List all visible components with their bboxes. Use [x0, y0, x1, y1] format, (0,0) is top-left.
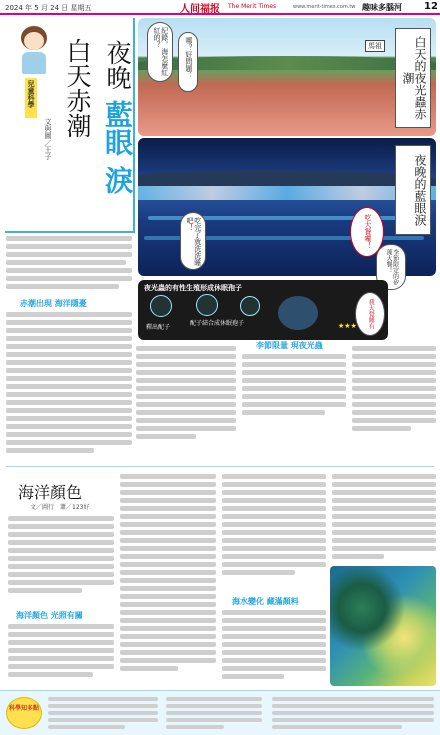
speech-bubble-5: 李節限定的矽藻大餐！ [376, 244, 406, 290]
title-border [5, 18, 135, 233]
article2-body-col2 [120, 474, 216, 686]
byline: 文與圖／王子 [44, 118, 52, 160]
article1-body-col4 [352, 346, 436, 460]
article2-body-col3 [222, 474, 326, 590]
article1-body-col1 [6, 312, 132, 460]
footer-text-col1 [48, 697, 158, 729]
article2-byline: 文／圖行 蕭／123好 [30, 504, 90, 511]
kids-science-badge: 兒童科學 [25, 78, 37, 118]
speech-bubble-2: 哪？好問題： [178, 32, 198, 92]
title-night: 夜晚 [103, 40, 132, 90]
island-label: 馬祖 [365, 40, 385, 52]
diagram-label-fuse: 配子結合成休眠孢子 [190, 320, 245, 327]
article2-heading-1: 海洋顏色 光照有關 [16, 611, 83, 620]
title-white-day: 白天赤潮 [63, 38, 92, 138]
article2-body-col1b [8, 624, 114, 686]
page-header [0, 0, 440, 15]
diagram-title: 夜光蟲的有性生殖形成休眠孢子 [144, 284, 242, 292]
diagram-stars: ★★★ [338, 322, 357, 330]
article2-body-col4 [332, 474, 436, 564]
speech-bubble-3: 吃完了就洗洗睡吧！ [180, 212, 206, 270]
footer-band [0, 690, 440, 735]
diagram-label-release: 釋出配子 [146, 324, 171, 331]
footer-notice [272, 697, 434, 729]
article2-body-col3b [222, 610, 326, 686]
section-divider [6, 466, 434, 467]
article2-title: 海洋顏色 [18, 483, 83, 502]
page-number: 12 [424, 1, 438, 12]
day-panel-label: 白天的夜光蟲赤潮 [395, 28, 431, 128]
article1-body-col2 [136, 346, 236, 460]
title-blue-eye: 藍眼 [101, 100, 134, 156]
article1-intro [6, 236, 132, 294]
speech-bubble-6: 我大覺睡有 [355, 292, 385, 336]
article1-heading-2: 李節限量 現夜光蟲 [256, 341, 323, 350]
article2-heading-2: 海水變化 藏滿顏料 [232, 597, 299, 606]
title-tear: 淚 [101, 166, 134, 194]
article1-body-col3 [242, 354, 346, 460]
article1-heading-1: 赤潮出現 海洋隱憂 [20, 299, 87, 308]
issue-date: 2024 年 5 月 24 日 星期五 [5, 4, 92, 12]
speech-bubble-4: 吃大餐囉！ [350, 207, 384, 257]
website: www.merit-times.com.tw [293, 4, 356, 10]
section-name: 趣味多腦河 [362, 3, 402, 12]
dinoflagellate-diagram [138, 280, 388, 340]
speech-bubble-1: 紀錄，海怎麼紅紅的？ [147, 22, 173, 82]
article2-body-col1 [8, 516, 114, 604]
newspaper-logo-en: The Merit Times [228, 3, 277, 10]
newspaper-logo: 人间福报 [180, 4, 220, 15]
article-title-block [5, 18, 135, 233]
ocean-painting [330, 566, 436, 686]
science-badge: 科學知多點 [6, 697, 42, 729]
night-panel-label: 夜晚的藍眼淚 [395, 145, 431, 235]
footer-text-col2 [166, 697, 262, 729]
